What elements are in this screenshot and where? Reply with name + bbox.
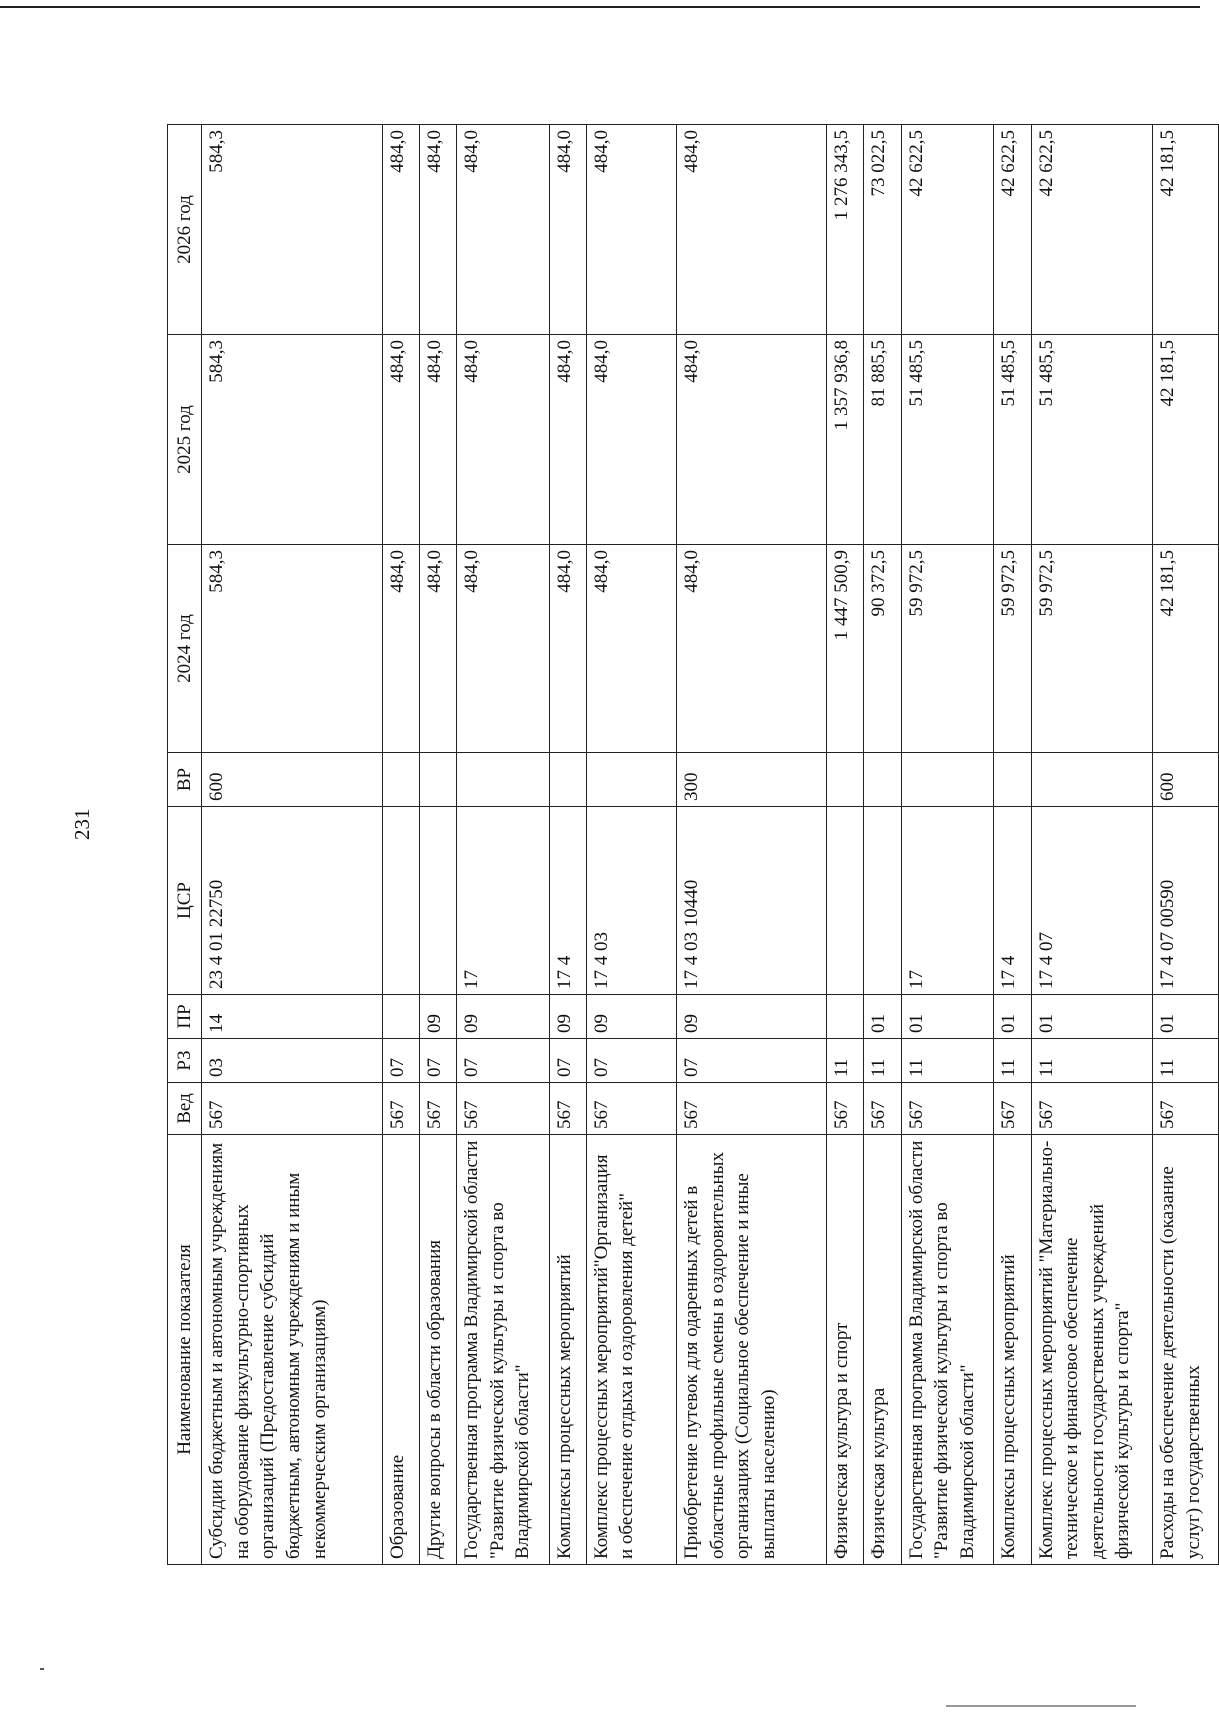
row-2026: 42 622,5 [1031, 125, 1153, 335]
row-ved: 567 [994, 1083, 1031, 1135]
header-name: Наименование показателя [168, 1135, 202, 1565]
row-rz: 07 [586, 1039, 676, 1083]
header-rz: РЗ [168, 1039, 202, 1083]
row-name: Комплекс процессных мероприятий"Организация и обеспечение отдыха и оздоровления детей" [586, 1135, 676, 1565]
row-ved: 567 [549, 1083, 586, 1135]
row-2025: 42 181,5 [1153, 335, 1219, 545]
row-2024: 484,0 [586, 545, 676, 753]
row-2024: 59 972,5 [1031, 545, 1153, 753]
row-2024: 90 372,5 [864, 545, 901, 753]
row-vr [994, 753, 1031, 807]
row-pr: 01 [994, 995, 1031, 1039]
table-row [1153, 125, 1219, 1565]
row-name: Субсидии бюджетным и автономным учреждениям на оборудование физкультурно-спортивных организаций (Предоставление субсидий бюджетным, автономным учреждениям и иным некоммерческим организациям) [202, 1135, 383, 1565]
row-2026: 42 181,5 [1153, 125, 1219, 335]
row-rz: 07 [457, 1039, 550, 1083]
table-row [827, 125, 864, 1565]
row-2025: 484,0 [549, 335, 586, 545]
row-name: Комплексы процессных мероприятий [994, 1135, 1031, 1565]
header-2025: 2025 год [168, 335, 202, 545]
row-csr [419, 807, 456, 995]
row-rz: 11 [994, 1039, 1031, 1083]
row-pr: 09 [586, 995, 676, 1039]
row-2024: 42 181,5 [1153, 545, 1219, 753]
row-csr: 23 4 01 22750 [202, 807, 383, 995]
row-name: Физическая культура и спорт [827, 1135, 864, 1565]
row-2024: 59 972,5 [994, 545, 1031, 753]
row-2025: 484,0 [419, 335, 456, 545]
row-2025: 484,0 [382, 335, 419, 545]
row-name: Физическая культура [864, 1135, 901, 1565]
budget-table [167, 124, 1219, 1565]
row-rz: 07 [419, 1039, 456, 1083]
row-2026: 484,0 [549, 125, 586, 335]
row-name: Образование [382, 1135, 419, 1565]
row-ved: 567 [827, 1083, 864, 1135]
row-pr [382, 995, 419, 1039]
table-body [202, 125, 1219, 1565]
table-row [457, 125, 550, 1565]
row-csr: 17 4 03 10440 [677, 807, 827, 995]
row-2024: 484,0 [419, 545, 456, 753]
row-2026: 484,0 [457, 125, 550, 335]
row-2026: 73 022,5 [864, 125, 901, 335]
row-rz: 11 [1153, 1039, 1219, 1083]
scan-artifact [40, 1668, 44, 1670]
row-csr: 17 4 [994, 807, 1031, 995]
row-2024: 584,3 [202, 545, 383, 753]
row-vr: 600 [202, 753, 383, 807]
table-row [419, 125, 456, 1565]
row-csr: 17 4 [549, 807, 586, 995]
row-ved: 567 [457, 1083, 550, 1135]
table-row [1031, 125, 1153, 1565]
header-vr: ВР [168, 753, 202, 807]
row-2026: 484,0 [586, 125, 676, 335]
scan-artifact [946, 1705, 1136, 1707]
header-2026: 2026 год [168, 125, 202, 335]
header-pr: ПР [168, 995, 202, 1039]
row-pr: 09 [549, 995, 586, 1039]
row-vr [419, 753, 456, 807]
row-vr: 300 [677, 753, 827, 807]
row-pr: 01 [901, 995, 994, 1039]
row-pr: 14 [202, 995, 383, 1039]
row-vr [1031, 753, 1153, 807]
row-ved: 567 [586, 1083, 676, 1135]
table-row [901, 125, 994, 1565]
row-2026: 42 622,5 [901, 125, 994, 335]
row-ved: 567 [202, 1083, 383, 1135]
row-2025: 51 485,5 [994, 335, 1031, 545]
row-pr: 01 [864, 995, 901, 1039]
row-csr [827, 807, 864, 995]
row-csr: 17 [457, 807, 550, 995]
row-name: Приобретение путевок для одаренных детей в областные профильные смены в оздоровительных организациях (Социальное обеспечение и иные выплаты населению) [677, 1135, 827, 1565]
row-2026: 484,0 [382, 125, 419, 335]
row-vr: 600 [1153, 753, 1219, 807]
row-ved: 567 [864, 1083, 901, 1135]
row-pr: 01 [1153, 995, 1219, 1039]
row-name: Государственная программа Владимирской области "Развитие физической культуры и спорта во Владимирской области" [457, 1135, 550, 1565]
row-ved: 567 [677, 1083, 827, 1135]
row-ved: 567 [1153, 1083, 1219, 1135]
row-2025: 51 485,5 [901, 335, 994, 545]
table-row [586, 125, 676, 1565]
header-row [168, 125, 202, 1565]
row-pr [827, 995, 864, 1039]
row-2026: 1 276 343,5 [827, 125, 864, 335]
table-row [549, 125, 586, 1565]
table-row [382, 125, 419, 1565]
row-csr: 17 4 07 [1031, 807, 1153, 995]
row-name: Другие вопросы в области образования [419, 1135, 456, 1565]
top-edge-line [0, 6, 1200, 8]
row-rz: 11 [864, 1039, 901, 1083]
row-rz: 03 [202, 1039, 383, 1083]
header-2024: 2024 год [168, 545, 202, 753]
row-rz: 11 [901, 1039, 994, 1083]
row-2024: 484,0 [677, 545, 827, 753]
row-2026: 484,0 [419, 125, 456, 335]
row-ved: 567 [1031, 1083, 1153, 1135]
row-csr [864, 807, 901, 995]
row-rz: 07 [382, 1039, 419, 1083]
row-2025: 484,0 [586, 335, 676, 545]
header-ved: Вед [168, 1083, 202, 1135]
row-ved: 567 [419, 1083, 456, 1135]
row-csr: 17 [901, 807, 994, 995]
row-2025: 81 885,5 [864, 335, 901, 545]
row-pr: 09 [419, 995, 456, 1039]
row-2026: 42 622,5 [994, 125, 1031, 335]
row-csr: 17 4 07 00590 [1153, 807, 1219, 995]
row-vr [827, 753, 864, 807]
row-rz: 11 [1031, 1039, 1153, 1083]
row-2025: 51 485,5 [1031, 335, 1153, 545]
row-csr: 17 4 03 [586, 807, 676, 995]
table-row [864, 125, 901, 1565]
header-csr: ЦСР [168, 807, 202, 995]
row-name: Государственная программа Владимирской области "Развитие физической культуры и спорта во Владимирской области" [901, 1135, 994, 1565]
table-row [994, 125, 1031, 1565]
table-row [202, 125, 383, 1565]
row-name: Расходы на обеспечение деятельности (оказание услуг) государственных [1153, 1135, 1219, 1565]
row-vr [457, 753, 550, 807]
row-ved: 567 [901, 1083, 994, 1135]
row-rz: 07 [677, 1039, 827, 1083]
rotated-table-area [167, 125, 1219, 1565]
row-vr [586, 753, 676, 807]
table-row [677, 125, 827, 1565]
row-rz: 07 [549, 1039, 586, 1083]
row-2024: 484,0 [549, 545, 586, 753]
page-number: 231 [70, 808, 94, 840]
row-2026: 484,0 [677, 125, 827, 335]
row-2024: 59 972,5 [901, 545, 994, 753]
row-pr: 09 [457, 995, 550, 1039]
row-2025: 584,3 [202, 335, 383, 545]
row-2024: 484,0 [382, 545, 419, 753]
table-header [168, 125, 202, 1565]
row-ved: 567 [382, 1083, 419, 1135]
row-2024: 484,0 [457, 545, 550, 753]
row-name: Комплекс процессных мероприятий "Материально-техническое и финансовое обеспечение деятельности государственных учреждений физической культуры и спорта" [1031, 1135, 1153, 1565]
row-2026: 584,3 [202, 125, 383, 335]
row-pr: 09 [677, 995, 827, 1039]
row-rz: 11 [827, 1039, 864, 1083]
row-vr [549, 753, 586, 807]
row-csr [382, 807, 419, 995]
row-vr [901, 753, 994, 807]
row-2025: 1 357 936,8 [827, 335, 864, 545]
row-2025: 484,0 [457, 335, 550, 545]
row-name: Комплексы процессных мероприятий [549, 1135, 586, 1565]
row-2024: 1 447 500,9 [827, 545, 864, 753]
row-pr: 01 [1031, 995, 1153, 1039]
row-2025: 484,0 [677, 335, 827, 545]
row-vr [864, 753, 901, 807]
row-vr [382, 753, 419, 807]
